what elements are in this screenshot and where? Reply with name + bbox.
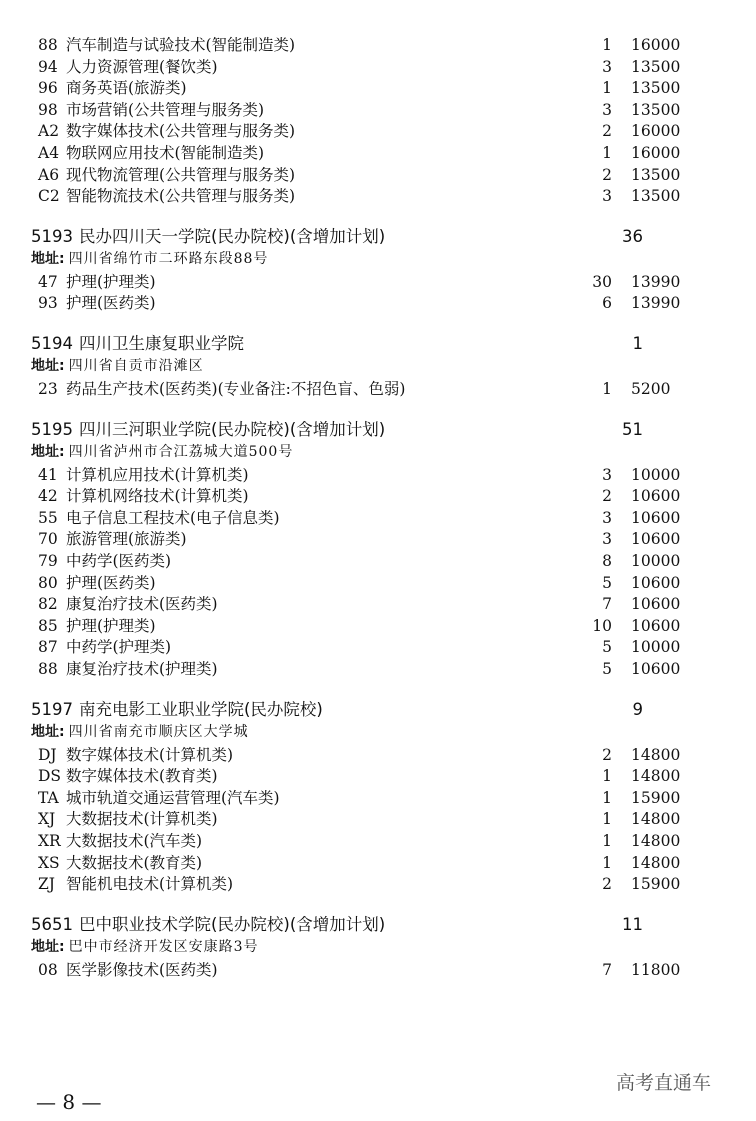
major-name: 数字媒体技术(公共管理与服务类) — [66, 122, 296, 141]
major-name: 大数据技术(汽车类) — [66, 832, 203, 850]
plan-count: 2 — [602, 122, 612, 141]
plan-count: 6 — [602, 294, 612, 313]
plan-count: 3 — [602, 465, 612, 484]
table-row — [0, 34, 756, 56]
tuition-fee: 13500 — [631, 100, 681, 119]
school-header — [31, 697, 731, 723]
school-total-plan: 1 — [632, 334, 643, 353]
tuition-fee: 13500 — [631, 57, 681, 76]
major-name: 中药学(医药类) — [66, 552, 172, 570]
tuition-fee: 14800 — [631, 745, 681, 764]
plan-count: 1 — [602, 144, 612, 162]
plan-count: 3 — [602, 508, 612, 527]
major-name: 智能机电技术(计算机类) — [66, 875, 234, 894]
plan-count: 1 — [602, 853, 612, 872]
plan-count: 5 — [602, 660, 612, 678]
major-code: 55 — [38, 508, 58, 527]
school-name: 巴中职业技术学院(民办院校)(含增加计划) — [79, 914, 386, 934]
table-row — [0, 615, 756, 637]
major-code: XJ — [38, 810, 56, 829]
table-row — [0, 830, 756, 852]
tuition-fee: 10600 — [631, 573, 681, 592]
major-name: 汽车制造与试验技术(智能制造类) — [66, 36, 296, 54]
school-name: 四川卫生康复职业学院 — [79, 334, 244, 353]
plan-count: 1 — [602, 767, 612, 786]
address-label: 地址: — [31, 938, 65, 955]
major-name: 数字媒体技术(计算机类) — [66, 745, 234, 764]
watermark-text: 高考直通车 — [616, 1072, 712, 1094]
tuition-fee: 10000 — [631, 638, 681, 657]
school-name: 南充电影工业职业学院(民办院校) — [79, 699, 323, 719]
major-code: ZJ — [38, 875, 55, 894]
major-code: TA — [38, 788, 59, 807]
table-row — [0, 550, 756, 572]
plan-count: 8 — [602, 552, 612, 570]
school-header — [31, 912, 731, 938]
table-row — [0, 378, 756, 400]
plan-count: 2 — [602, 875, 612, 894]
tuition-fee: 14800 — [631, 810, 681, 829]
major-name: 医学影像技术(医药类) — [66, 960, 218, 979]
tuition-fee: 13990 — [631, 294, 681, 313]
plan-count: 3 — [602, 57, 612, 76]
major-name: 商务英语(旅游类) — [66, 79, 187, 98]
major-name: 护理(护理类) — [66, 272, 156, 291]
table-row — [0, 485, 756, 507]
school-name: 四川三河职业学院(民办院校)(含增加计划) — [79, 419, 386, 439]
plan-count: 1 — [602, 832, 612, 850]
table-row — [0, 787, 756, 809]
tuition-fee: 10000 — [631, 552, 681, 570]
plan-count: 7 — [602, 595, 612, 614]
tuition-fee: 16000 — [631, 122, 681, 141]
major-name: 康复治疗技术(护理类) — [66, 660, 218, 678]
plan-count: 1 — [602, 788, 612, 807]
tuition-fee: 15900 — [631, 788, 681, 807]
major-code: 93 — [38, 294, 58, 313]
major-code: 96 — [38, 79, 58, 98]
address-label: 地址: — [31, 250, 65, 267]
plan-count: 1 — [602, 79, 612, 98]
major-code: A6 — [38, 165, 60, 184]
major-name: 康复治疗技术(医药类) — [66, 595, 218, 614]
major-name: 物联网应用技术(智能制造类) — [66, 144, 265, 162]
tuition-fee: 15900 — [631, 875, 681, 894]
address-text: 四川省绵竹市二环路东段88号 — [68, 250, 269, 267]
plan-count: 1 — [602, 36, 612, 54]
major-name: 城市轨道交通运营管理(汽车类) — [66, 788, 280, 807]
plan-count: 3 — [602, 530, 612, 549]
major-code: A4 — [38, 144, 60, 162]
major-code: 23 — [38, 380, 58, 398]
tuition-fee: 13500 — [631, 79, 681, 98]
school-header — [31, 224, 731, 250]
plan-count: 5 — [602, 573, 612, 592]
tuition-fee: 10600 — [631, 616, 681, 635]
tuition-fee: 16000 — [631, 144, 681, 162]
school-code: 5197 — [31, 699, 73, 719]
school-address — [31, 356, 204, 376]
address-label: 地址: — [31, 723, 65, 740]
school-code: 5195 — [31, 419, 73, 439]
address-label: 地址: — [31, 358, 65, 374]
major-code: 85 — [38, 616, 58, 635]
plan-count: 30 — [592, 272, 612, 291]
school-address — [31, 937, 259, 957]
major-code: C2 — [38, 187, 60, 206]
major-code: 42 — [38, 487, 58, 506]
major-name: 计算机应用技术(计算机类) — [66, 465, 249, 484]
table-row — [0, 528, 756, 550]
major-code: DJ — [38, 745, 57, 764]
plan-count: 1 — [602, 810, 612, 829]
table-row — [0, 572, 756, 594]
major-name: 中药学(护理类) — [66, 638, 172, 657]
tuition-fee: 10600 — [631, 660, 681, 678]
table-row — [0, 464, 756, 486]
address-text: 巴中市经济开发区安康路3号 — [68, 938, 259, 955]
plan-count: 2 — [602, 487, 612, 506]
major-code: 88 — [38, 660, 58, 678]
major-name: 现代物流管理(公共管理与服务类) — [66, 165, 296, 184]
table-row — [0, 593, 756, 615]
tuition-fee: 10600 — [631, 530, 681, 549]
major-name: 大数据技术(教育类) — [66, 853, 203, 872]
major-name: 电子信息工程技术(电子信息类) — [66, 508, 280, 527]
school-code: 5193 — [31, 226, 73, 246]
school-header — [31, 417, 731, 443]
tuition-fee: 14800 — [631, 853, 681, 872]
major-code: 82 — [38, 595, 58, 614]
table-row — [0, 808, 756, 830]
school-address — [31, 249, 268, 269]
major-name: 护理(医药类) — [66, 573, 156, 592]
school-code: 5194 — [31, 334, 73, 353]
tuition-fee: 10600 — [631, 487, 681, 506]
table-row — [0, 164, 756, 186]
major-name: 人力资源管理(餐饮类) — [66, 57, 218, 76]
major-code: 08 — [38, 960, 58, 979]
table-row — [0, 852, 756, 874]
school-code: 5651 — [31, 914, 73, 934]
tuition-fee: 13990 — [631, 272, 681, 291]
address-label: 地址: — [31, 443, 65, 460]
table-row — [0, 636, 756, 658]
major-name: 护理(护理类) — [66, 616, 156, 635]
major-code: DS — [38, 767, 62, 786]
tuition-fee: 13500 — [631, 165, 681, 184]
major-name: 市场营销(公共管理与服务类) — [66, 100, 265, 119]
major-code: XR — [38, 832, 61, 850]
school-total-plan: 9 — [632, 699, 643, 719]
tuition-fee: 14800 — [631, 767, 681, 786]
major-code: A2 — [38, 122, 60, 141]
major-code: 88 — [38, 36, 58, 54]
table-row — [0, 77, 756, 99]
address-text: 四川省南充市顺庆区大学城 — [68, 723, 249, 740]
page-number: — 8 — — [36, 1090, 102, 1114]
major-code: 80 — [38, 573, 58, 592]
school-name: 民办四川天一学院(民办院校)(含增加计划) — [79, 226, 386, 246]
school-total-plan: 36 — [622, 226, 643, 246]
major-code: 41 — [38, 465, 58, 484]
major-code: 94 — [38, 57, 58, 76]
tuition-fee: 10000 — [631, 465, 681, 484]
table-row — [0, 765, 756, 787]
major-name: 智能物流技术(公共管理与服务类) — [66, 187, 296, 206]
address-text: 四川省泸州市合江荔城大道500号 — [68, 443, 294, 460]
plan-count: 5 — [602, 638, 612, 657]
table-row — [0, 658, 756, 680]
plan-count: 3 — [602, 100, 612, 119]
plan-count: 3 — [602, 187, 612, 206]
table-row — [0, 744, 756, 766]
school-address — [31, 442, 293, 462]
plan-count: 2 — [602, 745, 612, 764]
plan-count: 10 — [592, 616, 612, 635]
table-row — [0, 99, 756, 121]
table-row — [0, 185, 756, 207]
address-text: 四川省自贡市沿滩区 — [68, 358, 204, 374]
major-code: XS — [38, 853, 60, 872]
tuition-fee: 10600 — [631, 595, 681, 614]
tuition-fee: 14800 — [631, 832, 681, 850]
major-code: 47 — [38, 272, 58, 291]
table-row — [0, 142, 756, 164]
major-code: 70 — [38, 530, 58, 549]
table-row — [0, 292, 756, 314]
table-row — [0, 120, 756, 142]
tuition-fee: 5200 — [631, 380, 671, 398]
table-row — [0, 271, 756, 293]
table-row — [0, 56, 756, 78]
major-code: 98 — [38, 100, 58, 119]
tuition-fee: 13500 — [631, 187, 681, 206]
major-name: 计算机网络技术(计算机类) — [66, 487, 249, 506]
major-code: 79 — [38, 552, 58, 570]
table-row — [0, 873, 756, 895]
tuition-fee: 11800 — [631, 960, 681, 979]
plan-count: 7 — [602, 960, 612, 979]
table-row — [0, 507, 756, 529]
major-name: 大数据技术(计算机类) — [66, 810, 218, 829]
tuition-fee: 10600 — [631, 508, 681, 527]
school-header — [31, 331, 731, 357]
plan-count: 2 — [602, 165, 612, 184]
school-address — [31, 722, 249, 742]
major-name: 药品生产技术(医药类)(专业备注:不招色盲、色弱) — [66, 380, 406, 398]
tuition-fee: 16000 — [631, 36, 681, 54]
major-name: 护理(医药类) — [66, 294, 156, 313]
school-total-plan: 51 — [622, 419, 643, 439]
table-row — [0, 959, 756, 981]
plan-count: 1 — [602, 380, 612, 398]
major-code: 87 — [38, 638, 58, 657]
school-total-plan: 11 — [622, 914, 643, 934]
major-name: 旅游管理(旅游类) — [66, 530, 187, 549]
major-name: 数字媒体技术(教育类) — [66, 767, 218, 786]
